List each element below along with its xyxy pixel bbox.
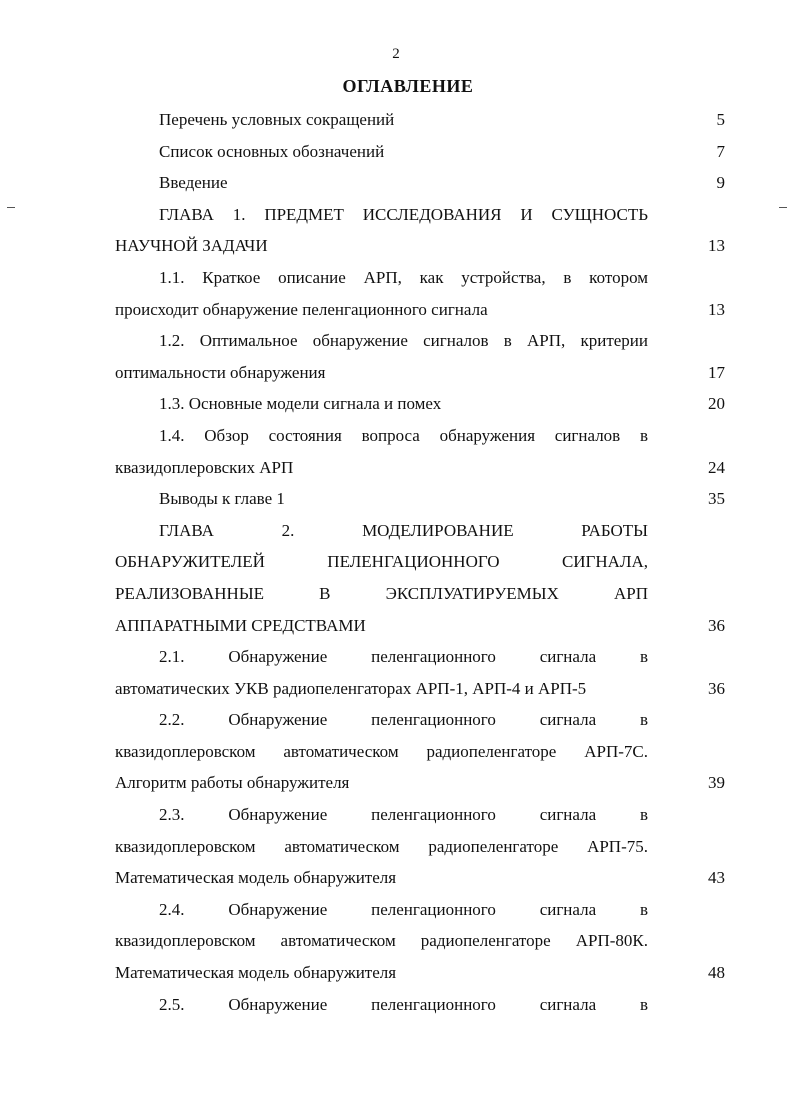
toc-entry-text: Список основных обозначений [159, 141, 385, 161]
toc-entry-page: 13 [708, 299, 725, 319]
toc-entry-line [115, 203, 725, 235]
toc-entry-text: ОБНАРУЖИТЕЛЕЙ ПЕЛЕНГАЦИОННОГО СИГНАЛА, [115, 552, 648, 572]
toc-entry-line [115, 108, 725, 140]
toc-entry [115, 203, 725, 266]
toc-entry-text: 1.2. Оптимальное обнаружение сигналов в АРП, критерии [159, 331, 648, 351]
toc-entry-line [115, 771, 725, 803]
toc-entry-text: 2.2. Обнаружение пеленгационного сигнала в [159, 710, 648, 730]
toc-entry [115, 266, 725, 329]
toc-entry [115, 171, 725, 203]
toc-entry-line [115, 171, 725, 203]
toc-entry-page: 39 [708, 773, 725, 793]
toc-entry-line [115, 929, 725, 961]
toc-entry-text: 2.1. Обнаружение пеленгационного сигнала в [159, 647, 648, 667]
toc-entry-text: ГЛАВА 2. МОДЕЛИРОВАНИЕ РАБОТЫ [159, 520, 648, 540]
toc-entry [115, 803, 725, 898]
toc-entry [115, 140, 725, 172]
toc-entry-line [115, 487, 725, 519]
toc-entry-line [115, 298, 725, 330]
toc-entry-page: 48 [708, 963, 725, 983]
toc-entry-text: Введение [159, 173, 228, 193]
toc-entry-line [115, 519, 725, 551]
toc-entry-text: АППАРАТНЫМИ СРЕДСТВАМИ [115, 615, 366, 635]
toc-entry-line [115, 961, 725, 993]
toc-entry-line [115, 898, 725, 930]
toc-entry-text: РЕАЛИЗОВАННЫЕ В ЭКСПЛУАТИРУЕМЫХ АРП [115, 583, 648, 603]
toc-entry-page: 13 [708, 236, 725, 256]
toc-entry-line [115, 677, 725, 709]
toc-entry-line [115, 866, 725, 898]
toc-entry-text: 2.3. Обнаружение пеленгационного сигнала в [159, 805, 648, 825]
margin-mark-right [779, 207, 787, 208]
toc-entry-line [115, 329, 725, 361]
toc-entry-line [115, 361, 725, 393]
toc-entry-line [115, 708, 725, 740]
toc-entry [115, 993, 725, 1025]
toc-entry-line [115, 582, 725, 614]
toc-entry [115, 329, 725, 392]
toc-entry [115, 392, 725, 424]
table-of-contents [115, 108, 725, 1024]
toc-entry-line [115, 424, 725, 456]
page-number: 2 [392, 46, 400, 62]
toc-entry-page: 43 [708, 868, 725, 888]
toc-entry-line [115, 456, 725, 488]
toc-entry-text: 2.5. Обнаружение пеленгационного сигнала в [159, 994, 648, 1014]
toc-entry-text: 2.4. Обнаружение пеленгационного сигнала в [159, 899, 648, 919]
toc-entry-page: 17 [708, 362, 725, 382]
toc-entry-text: квазидоплеровском автоматическом радиопеленгаторе АРП-7С. [115, 741, 648, 761]
toc-title: ОГЛАВЛЕНИЕ [342, 76, 474, 96]
toc-entry-line [115, 234, 725, 266]
toc-entry-page: 36 [708, 615, 725, 635]
toc-entry-text: 1.3. Основные модели сигнала и помех [159, 394, 442, 414]
toc-entry [115, 519, 725, 645]
toc-entry-line [115, 993, 725, 1025]
toc-entry-text: Перечень условных сокращений [159, 110, 395, 129]
toc-entry-text: квазидоплеровском автоматическом радиопеленгаторе АРП-75. [115, 836, 648, 856]
toc-entry-page: 7 [716, 141, 725, 161]
toc-entry-text: оптимальности обнаружения [115, 362, 326, 382]
toc-entry-text: 1.1. Краткое описание АРП, как устройства, в котором [159, 267, 648, 287]
toc-entry-text: Выводы к главе 1 [159, 489, 285, 509]
toc-entry-text: ГЛАВА 1. ПРЕДМЕТ ИССЛЕДОВАНИЯ И СУЩНОСТЬ [159, 204, 648, 224]
toc-entry-page: 35 [708, 489, 725, 509]
toc-entry-line [115, 614, 725, 646]
toc-entry-line [115, 550, 725, 582]
toc-entry-text: квазидоплеровских АРП [115, 457, 294, 477]
toc-entry-text: Алгоритм работы обнаружителя [115, 773, 350, 793]
toc-entry-text: квазидоплеровском автоматическом радиопеленгаторе АРП-80К. [115, 931, 648, 951]
toc-entry-text: 1.4. Обзор состояния вопроса обнаружения сигналов в [159, 425, 648, 445]
toc-entry-page: 9 [716, 173, 725, 193]
margin-mark-left [7, 207, 15, 208]
toc-entry-line [115, 392, 725, 424]
toc-entry [115, 708, 725, 803]
toc-entry-text: автоматических УКВ радиопеленгаторах АРП-1, АРП-4 и АРП-5 [115, 678, 587, 698]
toc-entry-line [115, 803, 725, 835]
toc-entry-line [115, 740, 725, 772]
toc-entry-page: 24 [708, 457, 725, 477]
toc-entry-line [115, 835, 725, 867]
toc-entry [115, 898, 725, 993]
toc-entry-page: 5 [716, 110, 725, 129]
toc-entry [115, 108, 725, 140]
toc-entry-text: НАУЧНОЙ ЗАДАЧИ [115, 236, 268, 256]
toc-entry-page: 20 [708, 394, 725, 414]
toc-entry [115, 487, 725, 519]
toc-entry-line [115, 266, 725, 298]
toc-entry [115, 424, 725, 487]
toc-entry [115, 645, 725, 708]
toc-entry-text: происходит обнаружение пеленгационного сигнала [115, 299, 488, 319]
toc-entry-line [115, 140, 725, 172]
toc-entry-page: 36 [708, 678, 725, 698]
toc-entry-text: Математическая модель обнаружителя [115, 963, 397, 983]
toc-entry-line [115, 645, 725, 677]
toc-entry-text: Математическая модель обнаружителя [115, 868, 397, 888]
